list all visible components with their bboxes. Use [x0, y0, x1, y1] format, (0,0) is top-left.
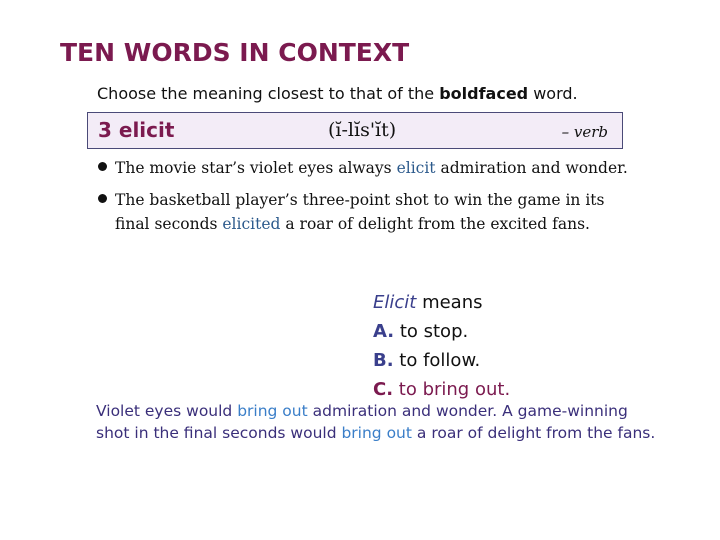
sentence-1-keyword: elicit [396, 159, 436, 177]
part-of-speech: – verb [561, 123, 608, 141]
option-text: to bring out. [393, 379, 511, 400]
sentence-1-before: The movie star’s violet eyes always [115, 159, 397, 177]
answer-heading-word: Elicit [373, 292, 417, 313]
vocab-word-box [87, 112, 623, 149]
instruction-text [97, 84, 578, 103]
pronunciation: (ĭ-lĭs'ĭt) [328, 119, 397, 141]
sentence-2-after: a roar of delight from the excited fans. [280, 215, 590, 233]
answer-choices [373, 288, 510, 404]
explanation-line2-highlight: bring out [341, 424, 412, 442]
page-title: TEN WORDS IN CONTEXT [60, 38, 410, 67]
vocab-word: 3 elicit [98, 118, 175, 142]
example-sentence-2 [98, 188, 604, 236]
explanation-line1-highlight: bring out [237, 402, 308, 420]
answer-heading [373, 288, 510, 317]
sentence-2-line1: The basketball player’s three-point shot to win the game in its [115, 191, 605, 209]
sentence-2-before: final seconds [115, 215, 223, 233]
option-letter: B. [373, 350, 394, 371]
answer-option-a[interactable] [373, 317, 510, 346]
instruction-bold: boldfaced [439, 84, 529, 103]
explanation-line2-b: a roar of delight from the fans. [411, 424, 656, 442]
bullet-icon [98, 194, 107, 203]
explanation-text [96, 400, 655, 444]
instruction-before: Choose the meaning closest to that of the [97, 84, 440, 103]
sentence-2-keyword: elicited [222, 215, 281, 233]
sentence-1-after: admiration and wonder. [435, 159, 628, 177]
answer-option-b[interactable] [373, 346, 510, 375]
option-text: to stop. [394, 321, 469, 342]
instruction-after: word. [528, 84, 578, 103]
explanation-line1-b: admiration and wonder. A game-winning [307, 402, 628, 420]
option-letter: A. [373, 321, 395, 342]
explanation-line1-a: Violet eyes would [96, 402, 238, 420]
example-sentence-1 [98, 156, 628, 180]
option-letter: C. [373, 379, 394, 400]
answer-heading-rest: means [416, 292, 483, 313]
explanation-line2-a: shot in the final seconds would [96, 424, 342, 442]
option-text: to follow. [393, 350, 481, 371]
bullet-icon [98, 162, 107, 171]
